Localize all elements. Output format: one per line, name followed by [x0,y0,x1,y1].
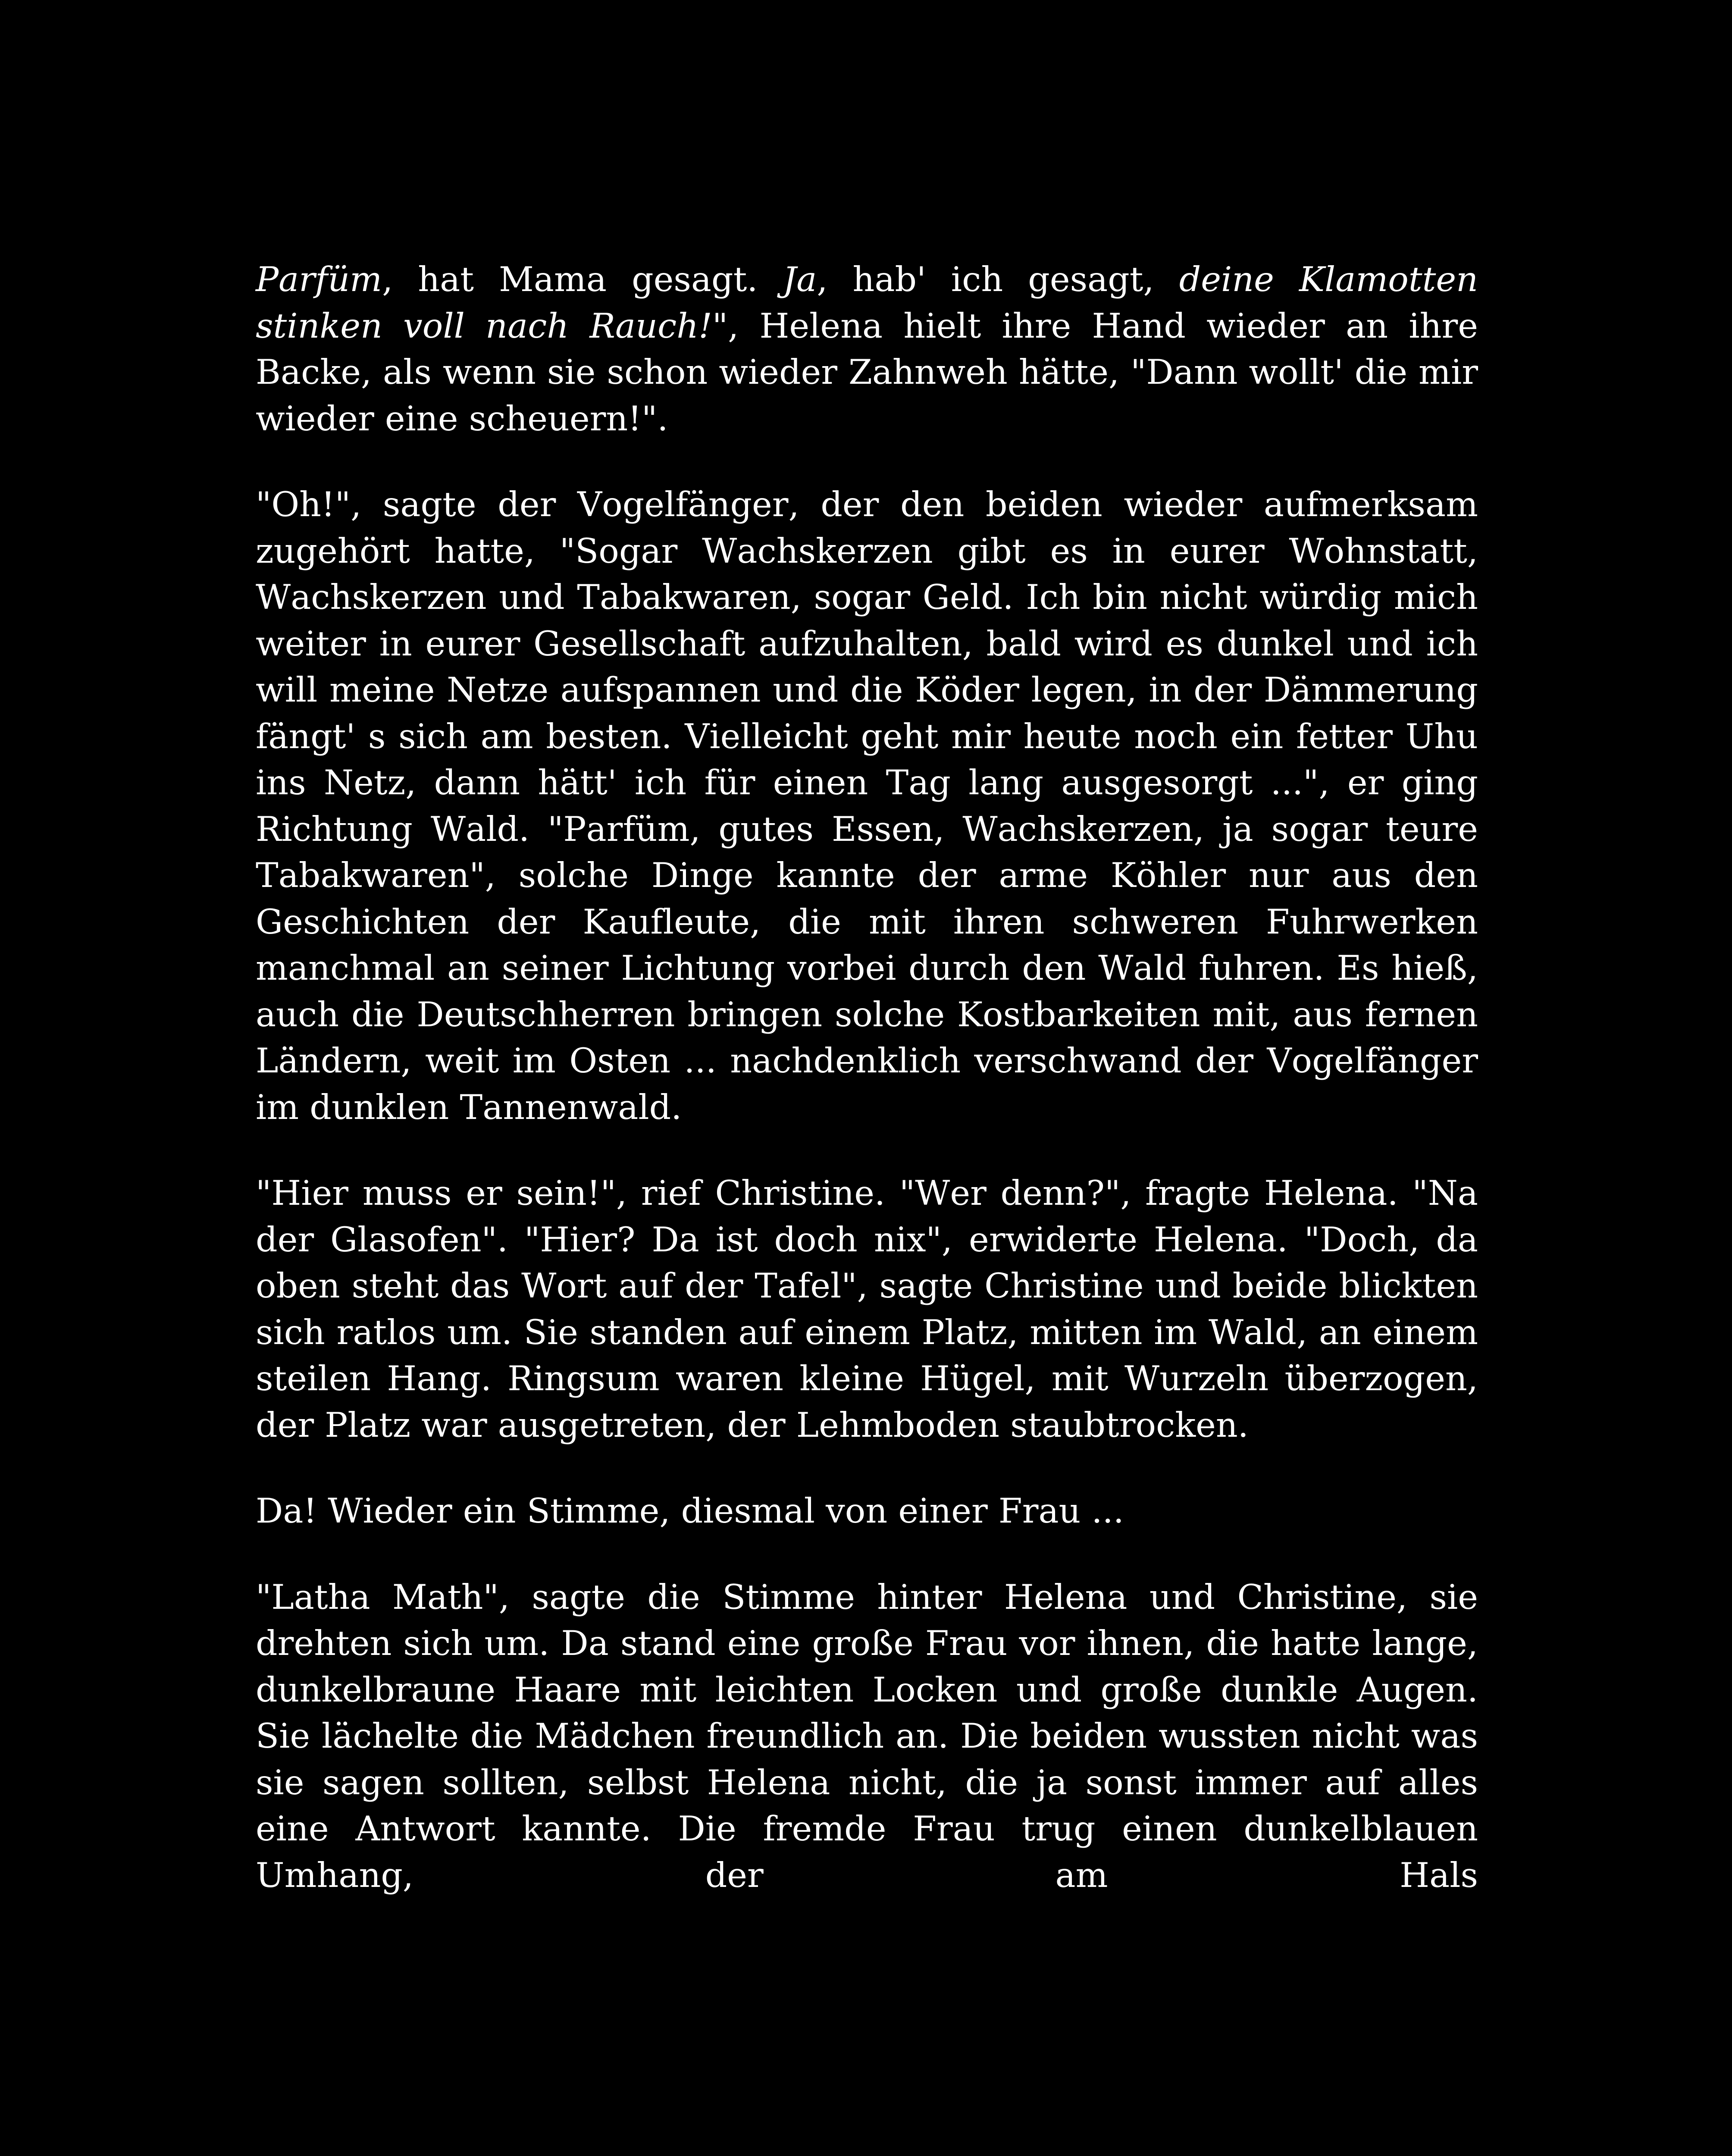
text-segment: Ja [783,260,817,299]
text-segment: "Oh!", sagte der Vogelfänger, der den beiden wieder aufmerksam zugehört hatte, "Sogar Wachskerzen gibt es in eurer Wohnstatt, Wachskerzen und Tabakwaren, sogar Geld. Ich bin nicht würdig mich weiter in eurer Gesellschaft aufzuhalten, bald wird es dunkel und ich will meine Netze aufspannen und die Köder legen, in der Dämmerung fängt' s sich am besten. Vielleicht geht mir heute noch ein fetter Uhu ins Netz, dann hätt' ich für einen Tag lang ausgesorgt ...", er ging Richtung Wald. "Parfüm, gutes Essen, Wachskerzen, ja sogar teure Tabakwaren", solche Dinge kannte der arme Köhler nur aus den Geschichten der Kaufleute, die mit ihren schweren Fuhrwerken manchmal an seiner Lichtung vorbei durch den Wald fuhren. Es hieß, auch die Deutschherren bringen solche Kostbarkeiten mit, aus fernen Ländern, weit im Osten ... nachdenklich verschwand der Vogelfänger im dunklen Tannenwald. [256,485,1478,1127]
text-segment: Parfüm [256,260,382,299]
text-segment: Da! Wieder ein Stimme, diesmal von einer Frau ... [256,1491,1124,1531]
text-segment: deine Klamotten stinken voll nach Rauch! [256,260,1478,346]
paragraph-1 [256,257,1478,442]
text-segment: "Latha Math", sagte die Stimme hinter Helena und Christine, sie drehten sich um. Da stand eine große Frau vor ihnen, die hatte lange, dunkelbraune Haare mit leichten Locken und große dunkle Augen. Sie lächelte die Mädchen freundlich an. Die beiden wussten nicht was sie sagen sollten, selbst Helena nicht, die ja sonst immer auf alles eine Antwort kannte. Die fremde Frau trug einen dunkelblauen Umhang, der am Hals [256,1577,1478,1895]
paragraph-3 [256,1170,1478,1448]
paragraph-4 [256,1488,1478,1535]
paragraph-5 [256,1574,1478,1899]
text-segment: , hab' ich gesagt, [817,260,1179,299]
story-text [256,257,1478,1899]
paragraph-2 [256,482,1478,1131]
text-segment: "Hier muss er sein!", rief Christine. "Wer denn?", fragte Helena. "Na der Glasofen". "Hier? Da ist doch nix", erwiderte Helena. "Doch, da oben steht das Wort auf der Tafel", sagte Christine und beide blickten sich ratlos um. Sie standen auf einem Platz, mitten im Wald, an einem steilen Hang. Ringsum waren kleine Hügel, mit Wurzeln überzogen, der Platz war ausgetreten, der Lehmboden staubtrocken. [256,1173,1478,1445]
text-segment: ", Helena hielt ihre Hand wieder an ihre Backe, als wenn sie schon wieder Zahnweh hätte, "Dann wollt' die mir wieder eine scheuern!". [256,306,1478,439]
text-segment: , hat Mama gesagt. [382,260,783,299]
